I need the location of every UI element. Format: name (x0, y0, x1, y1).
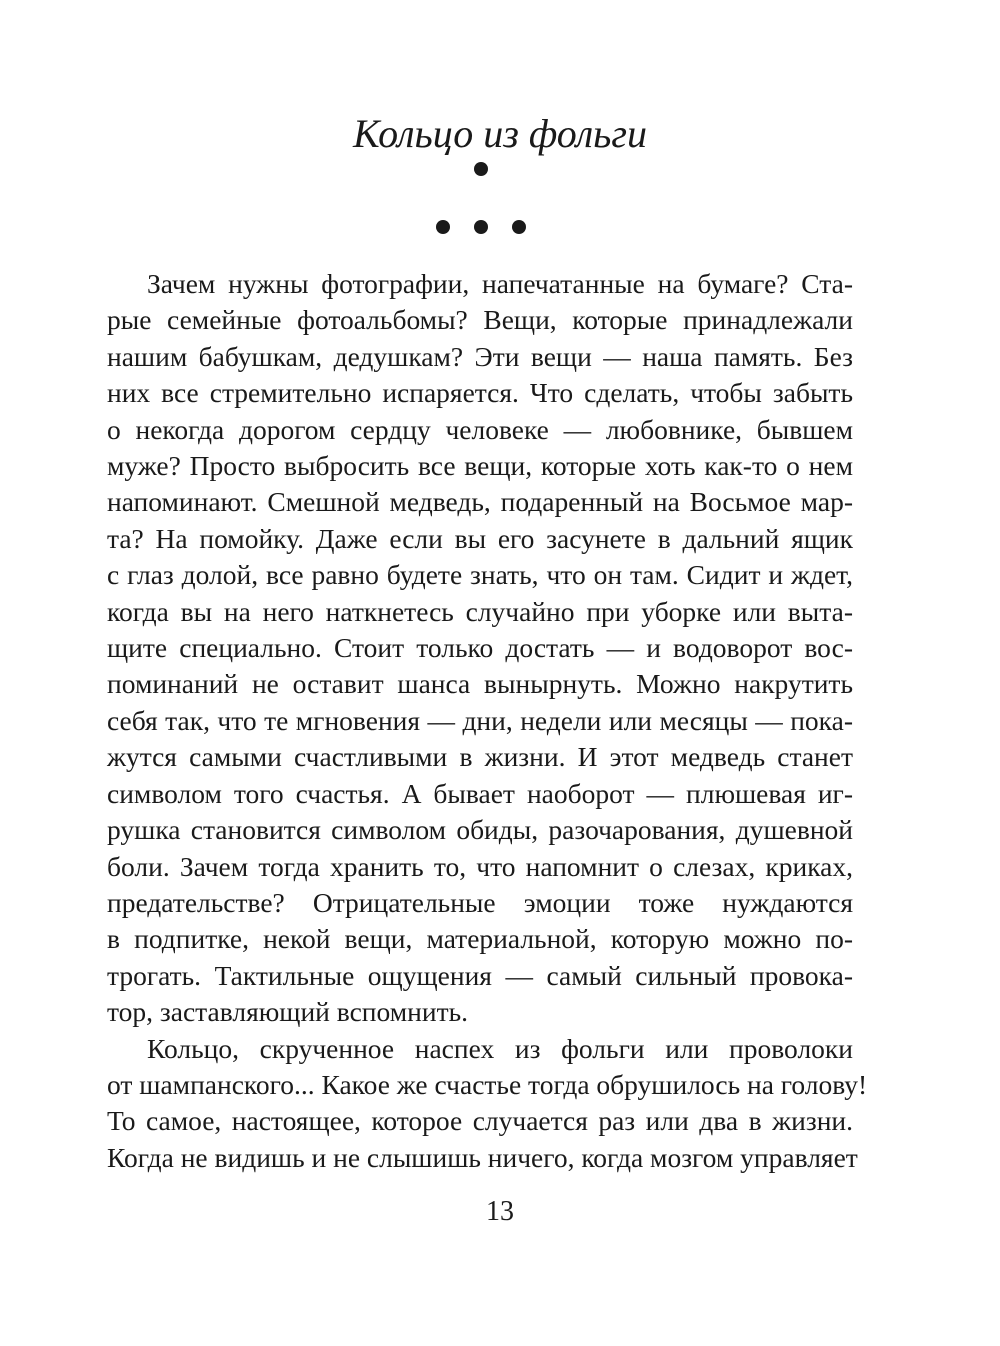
text-line: рые семейные фотоальбомы? Вещи, которые принадлежали (107, 304, 853, 336)
text-line: о некогда дорогом сердцу человеке — любовнике, бывшем (107, 413, 853, 445)
text-line: рушка становится символом обиды, разочарования, душевной (107, 814, 853, 846)
text-line: Кольцо, скрученное наспех из фольги или проволоки (147, 1032, 853, 1064)
body-text (107, 266, 868, 1176)
chapter-title: Кольцо из фольги (353, 111, 647, 156)
text-line: поминаний не оставит шанса вынырнуть. Можно накрутить (107, 668, 853, 700)
ornament-dot (474, 162, 488, 176)
text-line: жутся самыми счастливыми в жизни. И этот медведь станет (107, 741, 853, 773)
text-line: муже? Просто выбросить все вещи, которые хоть как-то о нем (107, 450, 853, 482)
text-line: То самое, настоящее, которое случается раз или два в жизни. (107, 1105, 853, 1137)
text-line: Зачем нужны фотографии, напечатанные на бумаге? Ста- (147, 268, 853, 299)
ornament-dot (512, 220, 526, 234)
text-line: нашим бабушкам, дедушкам? Эти вещи — наша память. Без (107, 340, 853, 372)
text-line: себя так, что те мгновения — дни, недели или месяцы — пока- (107, 704, 853, 736)
text-line: в подпитке, некой вещи, материальной, которую можно по- (107, 923, 853, 955)
ornament-dot (436, 220, 450, 234)
text-line: щите специально. Стоит только достать — и водоворот вос- (107, 632, 853, 664)
paragraph (107, 266, 853, 1031)
ornament-dot (474, 220, 488, 234)
text-line: боли. Зачем тогда хранить то, что напомнит о слезах, криках, (107, 850, 853, 882)
text-line: них все стремительно испаряется. Что сделать, чтобы забыть (107, 377, 853, 409)
text-line: напоминают. Смешной медведь, подаренный на Восьмое мар- (107, 486, 853, 518)
text-line: символом того счастья. А бывает наоборот — плюшевая иг- (107, 777, 853, 809)
text-line: тор, заставляющий вспомнить. (107, 996, 469, 1028)
text-line: Когда не видишь и не слышишь ничего, когда мозгом управляет (107, 1141, 858, 1173)
text-line: трогать. Тактильные ощущения — самый сильный провока- (107, 959, 853, 991)
text-line: предательстве? Отрицательные эмоции тоже нуждаются (107, 886, 853, 918)
text-line: когда вы на него наткнетесь случайно при уборке или выта- (107, 595, 853, 627)
page-number: 13 (486, 1196, 514, 1227)
text-line: с глаз долой, все равно будете знать, что он там. Сидит и ждет, (107, 559, 853, 591)
text-line: от шампанского... Какое же счастье тогда обрушилось на голову! (107, 1068, 868, 1100)
paragraph (107, 1031, 868, 1177)
text-line: та? На помойку. Даже если вы его засунете в дальний ящик (107, 522, 853, 554)
